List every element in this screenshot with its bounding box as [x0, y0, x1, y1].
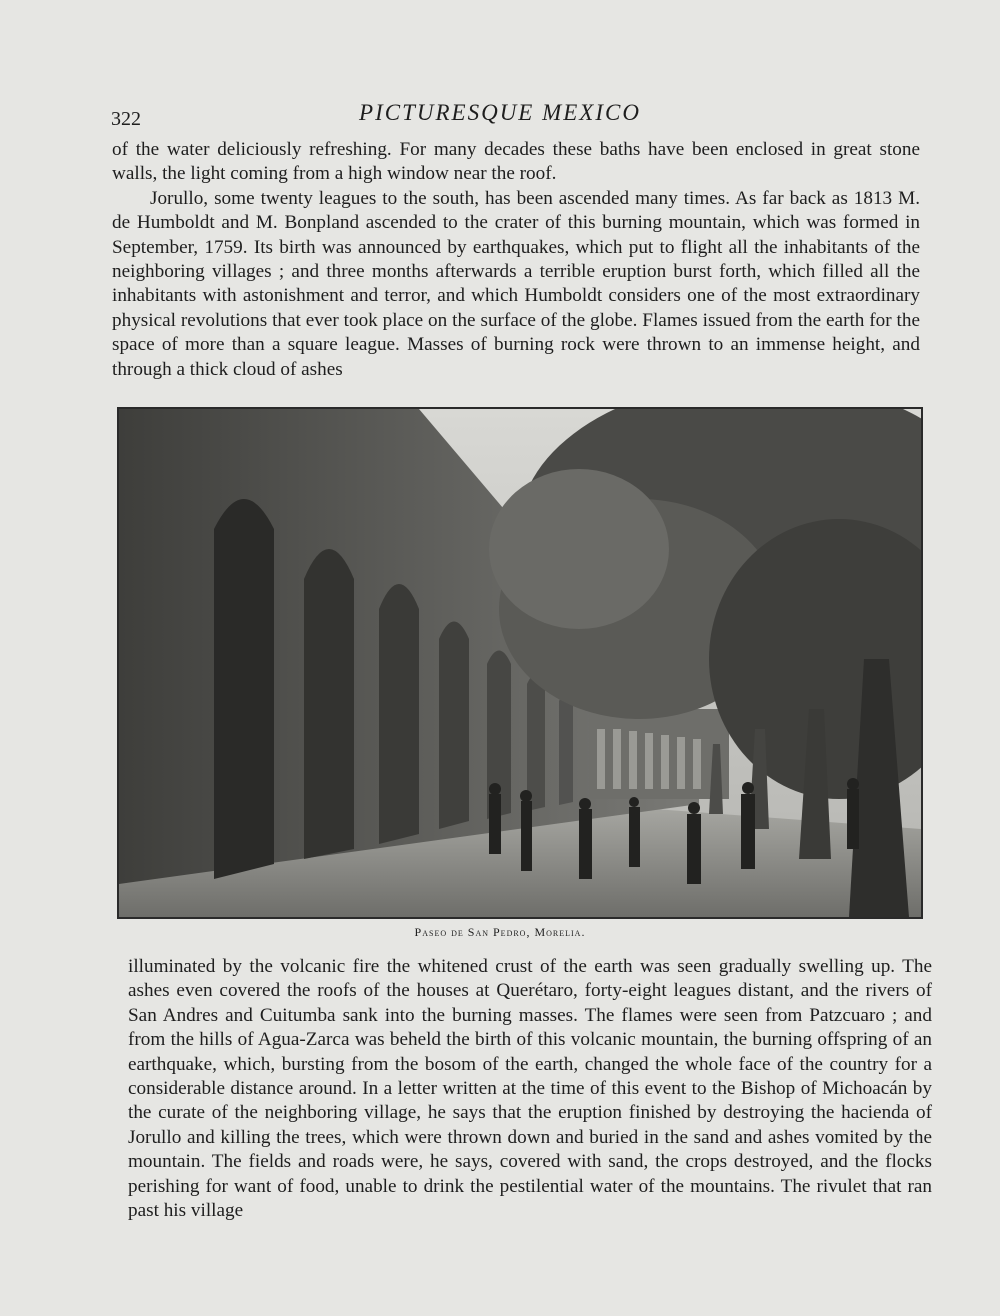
- page-number: 322: [111, 108, 141, 130]
- paragraph-continuation: of the water deliciously refreshing. For many decades these baths have been enclosed in great stone walls, the light coming from a high window near the roof.: [112, 139, 920, 185]
- bottom-text-block: [128, 955, 932, 1223]
- top-text-block: [112, 138, 920, 382]
- running-title: PICTURESQUE MEXICO: [359, 100, 641, 125]
- paragraph-eruption: illuminated by the volcanic fire the whitened crust of the earth was seen gradually swelling up. The ashes even covered the roofs of the houses at Querétaro, forty-eight leagues distant, and the rivers of San Andres and Cuitumba sank into the burning masses. The flames were seen from Patzcuaro ; and from the hills of Agua-Zarca was beheld the birth of this volcanic mountain, the burning offspring of an earthquake, which, bursting from the bosom of the earth, changed the whole face of the country for a considerable distance around. In a letter written at the time of this event to the Bishop of Michoacán by the curate of the neighboring village, he says that the eruption finished by destroying the hacienda of Jorullo and killing the trees, which were thrown down and buried in the sand and ashes vomited by the mountain. The fields and roads were, he says, covered with sand, the crops destroyed, and the flocks perishing for want of food, unable to drink the pestilential water of the mountains. The rivulet that ran past his village: [128, 956, 932, 1222]
- photograph-illustration: [119, 409, 921, 917]
- paragraph-jorullo: Jorullo, some twenty leagues to the south, has been ascended many times. As far back as 1813 M. de Humboldt and M. Bonpland ascended to the crater of this burning mountain, which was formed in September, 1759. Its birth was announced by earthquakes, which put to flight all the inhabitants of the neighboring villages ; and three months afterwards a terrible eruption burst forth, which filled all the inhabitants with astonishment and terror, and which Humboldt considers one of the most extraordinary physical revolutions that ever took place on the surface of the globe. Flames issued from the earth for the space of more than a square league. Masses of burning rock were thrown to an immense height, and through a thick cloud of ashes: [112, 187, 920, 380]
- photograph-paseo-de-san-pedro: [117, 407, 923, 919]
- figure-caption: Paseo de San Pedro, Morelia.: [414, 925, 586, 939]
